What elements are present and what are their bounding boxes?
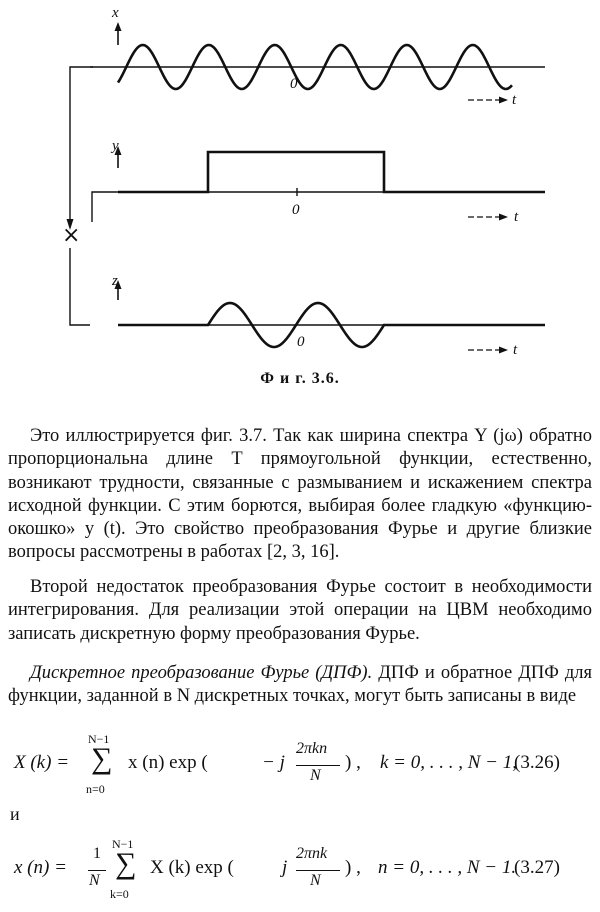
sum-lower: n=0	[86, 782, 105, 796]
sum-lower: k=0	[110, 887, 129, 901]
eq-lhs: X (k) =	[14, 752, 70, 773]
eq-j: j	[282, 857, 288, 878]
paragraph-3	[8, 662, 592, 709]
eq-body: X (k) exp (	[150, 857, 234, 878]
y-lower-stub	[92, 192, 118, 222]
feed-line	[70, 67, 93, 222]
frac-den: N	[310, 767, 321, 784]
sum-upper: N−1	[88, 732, 110, 746]
y-rectangular-window	[118, 152, 545, 192]
section-title: Дискретное преобразование Фурье (ДПФ).	[30, 663, 373, 683]
origin-label: 0	[290, 76, 298, 92]
t-arrows	[468, 100, 502, 350]
eq-lhs: x (n) =	[14, 857, 67, 878]
eq-minus-j: − j	[262, 752, 285, 773]
frac-den: N	[310, 872, 321, 889]
eq-body: x (n) exp (	[128, 752, 208, 773]
sum-upper: N−1	[112, 837, 134, 851]
and-word: и	[10, 804, 20, 824]
paragraph-1: Это иллюстрируется фиг. 3.7. Так как ширина спектра Y (jω) обратно пропорциональна длине T прямоугольной функции, естественно, возникают трудности, связанные с размыванием и искажением спектра исходной функции. С этим борются, выбирая более гладкую «функцию-окошко» y (t). Это свойство преобразования Фурье и другие близкие вопросы рассмотрены в работах [2, 3, 16].	[8, 426, 592, 563]
eq-close: ) ,	[345, 857, 361, 878]
eq-close: ) ,	[345, 752, 361, 773]
y-label: y	[112, 138, 119, 154]
sum-symbol: ∑	[115, 847, 137, 880]
eq-number: (3.26)	[514, 752, 560, 773]
paragraph-3-text: ДПФ и обратное ДПФ для функции, заданной в N дискретных точках, могут быть записаны в виде	[8, 663, 593, 707]
t-label: t	[513, 342, 518, 358]
eq-range: n = 0, . . . , N − 1.	[378, 857, 517, 878]
frac-num: 2πkn	[296, 740, 328, 757]
paragraph-2: Второй недостаток преобразования Фурье состоит в необходимости интегрирования. Для реализации этой операции на ЦВМ необходимо записать дискретную форму преобразования Фурье.	[8, 577, 592, 644]
t-label: t	[514, 209, 519, 225]
eq-number: (3.27)	[514, 857, 560, 878]
multiply-symbol: ×	[62, 223, 81, 248]
x-label: x	[112, 5, 119, 21]
pre-den: N	[89, 872, 100, 889]
equation-3-27	[0, 835, 600, 905]
figure-caption: Ф и г. 3.6.	[260, 370, 340, 387]
sum-symbol: ∑	[91, 742, 113, 775]
origin-label: 0	[292, 202, 300, 218]
origin-label: 0	[297, 334, 305, 350]
pre-num: 1	[93, 845, 101, 862]
z-feed	[70, 248, 90, 325]
z-label: z	[112, 273, 118, 289]
t-label: t	[512, 92, 517, 108]
eq-range: k = 0, . . . , N − 1,	[380, 752, 517, 773]
figure-3-6	[0, 0, 600, 370]
frac-num: 2πnk	[296, 845, 328, 862]
equation-3-26	[0, 730, 600, 800]
